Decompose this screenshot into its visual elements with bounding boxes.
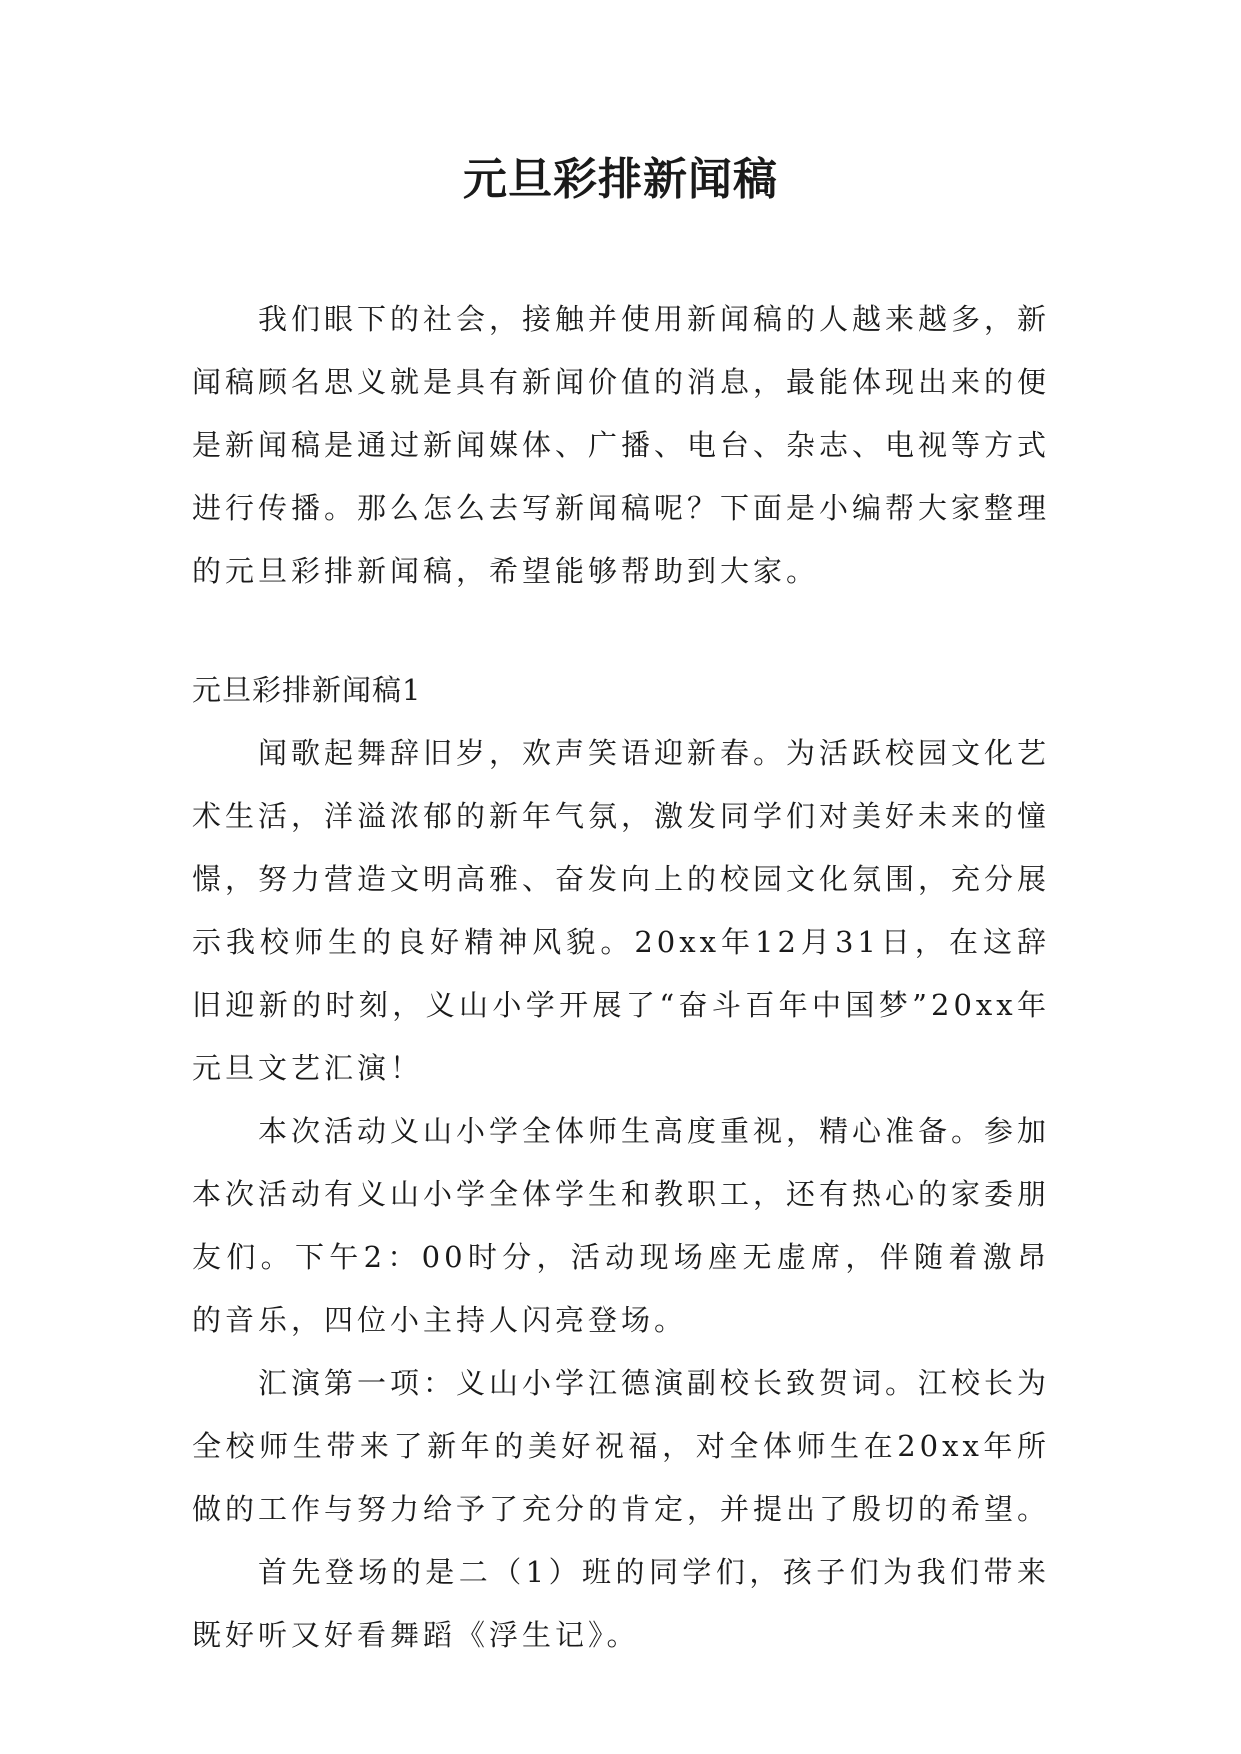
document-title: 元旦彩排新闻稿 bbox=[463, 154, 778, 205]
body-paragraph: 闻歌起舞辞旧岁，欢声笑语迎新春。为活跃校园文化艺术生活，洋溢浓郁的新年气氛，激发同学们对美好未来的憧憬，努力营造文明高雅、奋发向上的校园文化氛围，充分展示我校师生的良好精神风貌。20xx年12月31日，在这辞旧迎新的时刻，义山小学开展了“奋斗百年中国梦”20xx年元旦文艺汇演！ bbox=[192, 736, 1051, 1085]
body-paragraph: 首先登场的是二（1）班的同学们，孩子们为我们带来既好听又好看舞蹈《浮生记》。 bbox=[192, 1555, 1050, 1652]
body-paragraph: 汇演第一项：义山小学江德演副校长致贺词。江校长为全校师生带来了新年的美好祝福，对全体师生在20xx年所做的工作与努力给予了充分的肯定，并提出了殷切的希望。 bbox=[192, 1366, 1051, 1526]
section-heading: 元旦彩排新闻稿1 bbox=[192, 673, 422, 707]
body-paragraph: 本次活动义山小学全体师生高度重视，精心准备。参加本次活动有义山小学全体学生和教职工，还有热心的家委朋友们。下午2：00时分，活动现场座无虚席，伴随着激昂的音乐，四位小主持人闪亮登场。 bbox=[192, 1114, 1051, 1337]
intro-paragraph: 我们眼下的社会，接触并使用新闻稿的人越来越多，新闻稿顾名思义就是具有新闻价值的消息，最能体现出来的便是新闻稿是通过新闻媒体、广播、电台、杂志、电视等方式进行传播。那么怎么去写新闻稿呢？下面是小编帮大家整理的元旦彩排新闻稿，希望能够帮助到大家。 bbox=[192, 302, 1051, 588]
document-body bbox=[192, 288, 1050, 1667]
